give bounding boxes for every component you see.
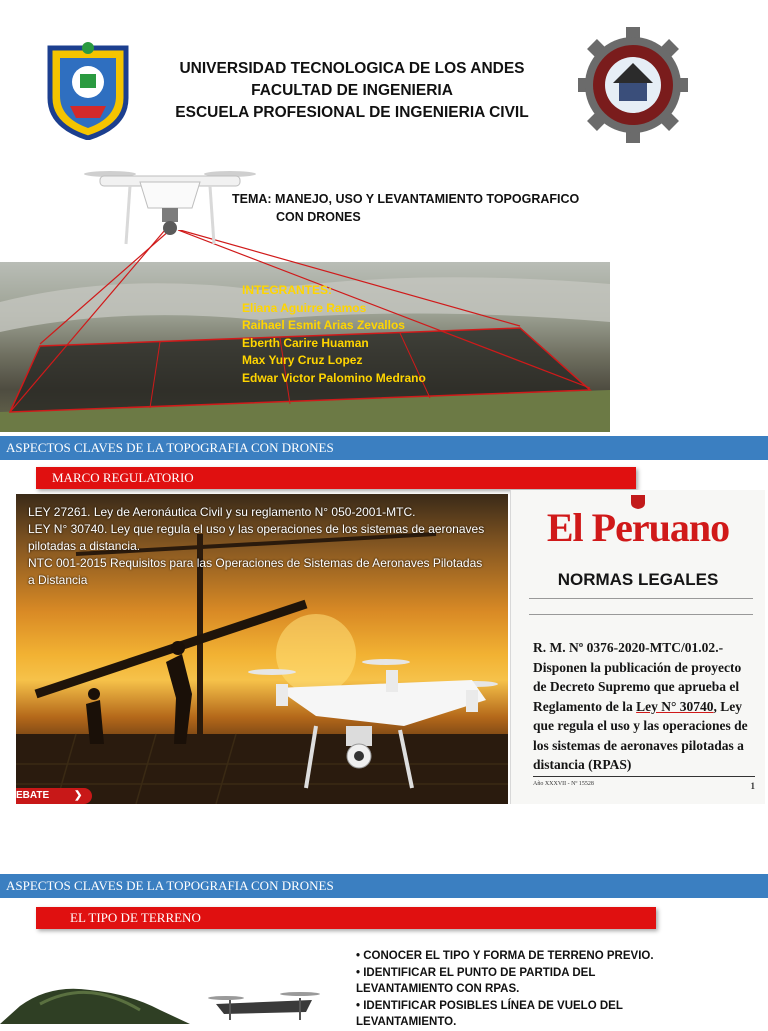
integrantes-label: INTEGRANTES: <box>242 283 332 297</box>
tema-line-2: CON DRONES <box>276 210 361 224</box>
tema-heading <box>232 190 592 226</box>
el-peruano-clipping <box>510 490 765 804</box>
resolution-body: .- Disponen la publicación de proyecto de Decreto Supremo que aprueba el Reglamento de la <box>533 640 742 714</box>
integrante-name: Eberth Carire Huaman <box>242 335 369 350</box>
normas-legales-heading: NORMAS LEGALES <box>557 570 719 589</box>
bullet-item: • IDENTIFICAR POSIBLES LÍNEA DE VUELO DEL LEVANTAMIENTO. <box>356 999 623 1028</box>
debate-tab[interactable] <box>16 788 92 804</box>
chevron-right-icon: ❯ <box>73 790 83 801</box>
integrante-name: Edwar Victor Palomino Medrano <box>242 370 426 385</box>
section-title-bar-2: ASPECTOS CLAVES DE LA TOPOGRAFIA CON DRONES <box>0 874 768 898</box>
newspaper-title: El Peruano <box>546 505 730 550</box>
terrain-bullet-list <box>356 948 686 1031</box>
marco-regulatorio-bar: MARCO REGULATORIO <box>36 467 636 489</box>
civil-engineering-gear-logo <box>578 26 688 144</box>
bullet-item: • CONOCER EL TIPO Y FORMA DE TERRENO PREVIO. <box>356 950 654 962</box>
integrante-name: Max Yury Cruz Lopez <box>242 353 363 367</box>
bullet-item: • IDENTIFICAR EL PUNTO DE PARTIDA DEL LEVANTAMIENTO CON RPAS. <box>356 966 596 995</box>
divider <box>529 598 753 599</box>
law-item: NTC 001-2015 Requisitos para las Operaciones de Sistemas de Aeronaves Pilotadas a Distancia <box>28 556 483 587</box>
university-shield-logo <box>40 40 136 140</box>
law-item: LEY N° 30740. Ley que regula el uso y las operaciones de los sistemas de aeronaves pilotadas a distancia. <box>28 522 485 553</box>
section-title-bar: ASPECTOS CLAVES DE LA TOPOGRAFIA CON DRONES <box>0 436 768 460</box>
law-item: LEY 27261. Ley de Aeronáutica Civil y su reglamento N° 050-2001-MTC. <box>28 505 416 519</box>
divider <box>529 614 753 615</box>
issue-number: Año XXXVII - Nº 15528 <box>533 781 594 787</box>
page-number: 1 <box>750 781 755 791</box>
integrantes-list <box>242 282 426 387</box>
resolution-text <box>533 638 755 775</box>
ley-reference: Ley N° 30740 <box>636 698 714 714</box>
university-name: UNIVERSIDAD TECNOLOGICA DE LOS ANDES <box>179 60 525 77</box>
debate-label: EBATE <box>16 790 50 801</box>
newspaper-footer <box>533 776 755 791</box>
resolution-body-end: , Ley que regula el uso y las operaciones de los sistemas de aeronaves pilotadas a distancia (RPAS) <box>533 698 748 772</box>
tema-line-1: TEMA: MANEJO, USO Y LEVANTAMIENTO TOPOGRAFICO <box>232 192 580 206</box>
faculty-name: FACULTAD DE INGENIERIA <box>251 82 453 99</box>
school-name: ESCUELA PROFESIONAL DE INGENIERIA CIVIL <box>175 104 529 121</box>
terrain-drone-photo <box>0 960 350 1024</box>
resolution-number: R. M. Nº 0376-2020-MTC/01.02 <box>533 640 716 655</box>
integrante-name: Raihael Esmit Arias Zevallos <box>242 318 405 332</box>
integrante-name: Eliana Aguirre Ramos <box>242 300 367 315</box>
law-list <box>28 504 488 589</box>
tipo-terreno-bar: EL TIPO DE TERRENO <box>36 907 656 929</box>
title-slide <box>0 0 768 436</box>
